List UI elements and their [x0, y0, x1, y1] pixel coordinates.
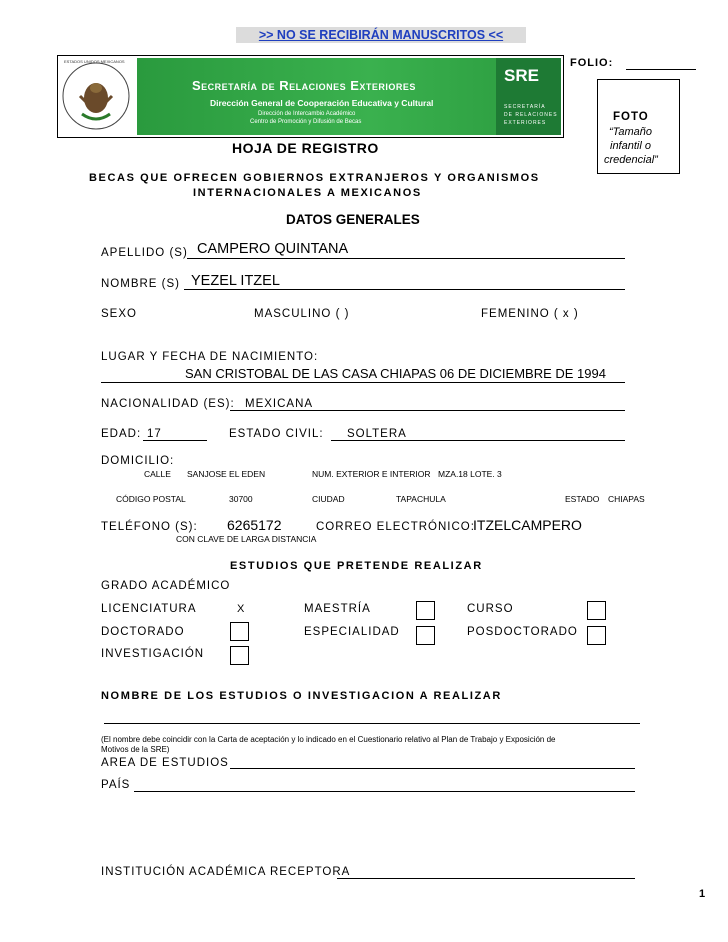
sre-banner	[57, 55, 564, 138]
investigacion-label: INVESTIGACIÓN	[101, 648, 205, 660]
edad-label: EDAD:	[101, 428, 142, 440]
pais-label: PAÍS	[101, 779, 131, 791]
licenciatura-mark: X	[237, 603, 245, 615]
banner-title: Secretaría de Relaciones Exteriores	[192, 78, 416, 93]
ciudad-label: CIUDAD	[312, 494, 345, 504]
curso-checkbox[interactable]	[587, 601, 606, 620]
nombre-estudios-field[interactable]	[104, 723, 640, 724]
photo-title: FOTO	[613, 111, 649, 123]
estado-civil-label: ESTADO CIVIL:	[229, 428, 324, 440]
posdoctorado-checkbox[interactable]	[587, 626, 606, 645]
especialidad-checkbox[interactable]	[416, 626, 435, 645]
masculino-option[interactable]: MASCULINO ( )	[254, 308, 350, 320]
correo-label: CORREO ELECTRÓNICO:	[316, 521, 475, 533]
domicilio-label: DOMICILIO:	[101, 455, 175, 467]
sre-logo-sub2: DE RELACIONES	[504, 112, 558, 118]
estado-civil-value[interactable]: SOLTERA	[347, 428, 407, 440]
banner-line2: Dirección de Intercambio Académico	[258, 111, 356, 117]
sre-logo-sub1: SECRETARÍA	[504, 104, 546, 110]
photo-line2: infantil o	[610, 140, 651, 152]
apellido-value[interactable]: CAMPERO QUINTANA	[197, 241, 349, 257]
edad-value[interactable]: 17	[147, 428, 162, 440]
sexo-label: SEXO	[101, 308, 137, 320]
nacionalidad-value[interactable]: MEXICANA	[245, 398, 314, 410]
top-notice: >> NO SE RECIBIRÁN MANUSCRITOS <<	[236, 27, 526, 43]
especialidad-label: ESPECIALIDAD	[304, 626, 400, 638]
estado-value[interactable]: CHIAPAS	[608, 494, 645, 504]
doctorado-label: DOCTORADO	[101, 626, 185, 638]
telefono-value[interactable]: 6265172	[227, 517, 282, 533]
mexico-seal-logo	[60, 58, 132, 134]
doctorado-checkbox[interactable]	[230, 622, 249, 641]
ciudad-value[interactable]: TAPACHULA	[396, 494, 446, 504]
section-estudios: ESTUDIOS QUE PRETENDE REALIZAR	[230, 560, 483, 572]
maestria-checkbox[interactable]	[416, 601, 435, 620]
estado-label: ESTADO	[565, 494, 600, 504]
licenciatura-label: LICENCIATURA	[101, 603, 197, 615]
num-value[interactable]: MZA.18 LOTE. 3	[438, 469, 502, 479]
folio-field[interactable]	[626, 69, 696, 70]
institucion-label: INSTITUCIÓN ACADÉMICA RECEPTORA	[101, 866, 351, 878]
nombre-value[interactable]: YEZEL ITZEL	[191, 273, 280, 289]
estado-civil-field	[331, 440, 625, 441]
institucion-field[interactable]	[337, 878, 635, 879]
banner-line1: Dirección General de Cooperación Educativa y Cultural	[210, 98, 434, 108]
investigacion-checkbox[interactable]	[230, 646, 249, 665]
sre-logo-sub3: EXTERIORES	[504, 120, 547, 126]
telefono-label: TELÉFONO (S):	[101, 521, 198, 533]
curso-label: CURSO	[467, 603, 514, 615]
calle-label: CALLE	[144, 469, 171, 479]
femenino-option[interactable]: FEMENINO ( x )	[481, 308, 579, 320]
edad-field	[143, 440, 207, 441]
note-line-1: (El nombre debe coincidir con la Carta de aceptación y lo indicado en el Cuestionario relativo al Plan de Trabajo y Exposición de	[101, 735, 556, 744]
section-datos-generales: DATOS GENERALES	[286, 212, 420, 227]
nacionalidad-label: NACIONALIDAD (ES):	[101, 398, 235, 410]
apellido-label: APELLIDO (S)	[101, 247, 188, 259]
folio-label: FOLIO:	[570, 57, 614, 69]
photo-line1: “Tamaño	[609, 126, 653, 138]
note-line-2: Motivos de la SRE)	[101, 745, 170, 754]
posdoctorado-label: POSDOCTORADO	[467, 626, 578, 638]
calle-value[interactable]: SANJOSE EL EDEN	[187, 469, 266, 479]
pais-field[interactable]	[134, 791, 635, 792]
doc-title: HOJA DE REGISTRO	[232, 140, 379, 156]
area-field[interactable]	[230, 768, 635, 769]
seal-text: ESTADOS UNIDOS MEXICANOS	[64, 59, 125, 64]
lugar-field	[101, 382, 625, 383]
area-label: AREA DE ESTUDIOS	[101, 757, 229, 769]
maestria-label: MAESTRÍA	[304, 603, 371, 615]
nombre-field	[184, 289, 625, 290]
cp-value[interactable]: 30700	[229, 494, 253, 504]
lugar-label: LUGAR Y FECHA DE NACIMIENTO:	[101, 351, 319, 363]
sre-logo: SRE	[504, 66, 539, 85]
banner-line3: Centro de Promoción y Difusión de Becas	[250, 119, 362, 125]
subtitle-2: INTERNACIONALES A MEXICANOS	[193, 187, 422, 199]
section-nombre-estudios: NOMBRE DE LOS ESTUDIOS O INVESTIGACION A REALIZAR	[101, 690, 502, 702]
lugar-value[interactable]: SAN CRISTOBAL DE LAS CASA CHIAPAS 06 DE DICIEMBRE DE 1994	[185, 366, 606, 381]
lada-note: CON CLAVE DE LARGA DISTANCIA	[176, 534, 317, 544]
subtitle-1: BECAS QUE OFRECEN GOBIERNOS EXTRANJEROS Y ORGANISMOS	[89, 172, 540, 184]
page-number: 1	[699, 888, 706, 900]
correo-value[interactable]: ITZELCAMPERO	[473, 517, 582, 533]
grado-label: GRADO ACADÉMICO	[101, 580, 231, 592]
nombre-label: NOMBRE (S)	[101, 278, 180, 290]
cp-label: CÓDIGO POSTAL	[116, 494, 186, 504]
nacionalidad-field	[230, 410, 625, 411]
num-label: NUM. EXTERIOR E INTERIOR	[312, 469, 431, 479]
apellido-field	[187, 258, 625, 259]
photo-line3: credencial”	[604, 154, 658, 166]
